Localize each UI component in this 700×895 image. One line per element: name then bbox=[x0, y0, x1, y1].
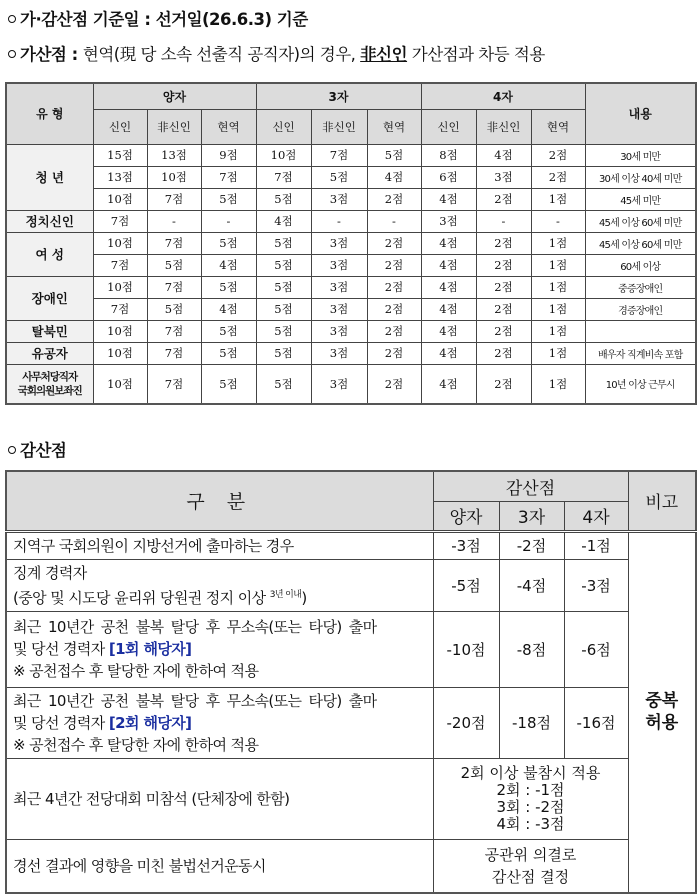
note-line: 허용 bbox=[645, 713, 679, 734]
heading-label: 감산점 bbox=[20, 441, 67, 460]
value-cell: -8점 bbox=[499, 611, 564, 687]
value-cell: -20점 bbox=[433, 687, 499, 758]
heading-text-after: 가산점과 차등 적용 bbox=[407, 45, 545, 64]
table-row bbox=[6, 320, 696, 342]
table-row bbox=[6, 210, 696, 232]
value-cell: 2점 bbox=[476, 276, 531, 298]
desc-cell: 45세 미만 bbox=[585, 188, 696, 210]
tag-label: [2회 해당자] bbox=[108, 713, 192, 732]
value-cell: 8점 bbox=[421, 144, 476, 166]
subcol-header: 양자 bbox=[433, 501, 499, 531]
table-row bbox=[6, 559, 696, 611]
base-date-heading bbox=[8, 6, 308, 30]
value-cell: 2점 bbox=[367, 276, 421, 298]
type-header: 유 형 bbox=[6, 83, 93, 144]
value-cell: -16점 bbox=[564, 687, 628, 758]
value-cell: 10점 bbox=[93, 364, 147, 404]
value-cell: 2점 bbox=[367, 320, 421, 342]
value-cell: 2점 bbox=[476, 364, 531, 404]
value-cell: 5점 bbox=[256, 298, 311, 320]
category-cell: 지역구 국회의원이 지방선거에 출마하는 경우 bbox=[6, 531, 433, 559]
value-cell: 5점 bbox=[201, 364, 256, 404]
subcol-header: 4자 bbox=[564, 501, 628, 531]
value-cell: 2점 bbox=[476, 254, 531, 276]
value-cell: 3점 bbox=[311, 232, 367, 254]
value-cell: 7점 bbox=[147, 364, 201, 404]
type-cell: 청 년 bbox=[6, 144, 93, 210]
heading-value: 선거일(26.6.3) 기준 bbox=[155, 10, 308, 29]
value-cell: 10점 bbox=[93, 188, 147, 210]
value-cell: 13점 bbox=[147, 144, 201, 166]
merged-line: 2회 이상 불참시 적용 bbox=[460, 763, 601, 782]
category-note: ※ 공천접수 후 탈당한 자에 한하여 적용 bbox=[13, 662, 259, 680]
bonus-points-table bbox=[5, 82, 697, 405]
value-cell: 2점 bbox=[367, 342, 421, 364]
superscript-note: 3년 이내 bbox=[269, 589, 302, 600]
value-cell: -4점 bbox=[499, 559, 564, 611]
heading-emphasis: 非신인 bbox=[360, 45, 408, 64]
penalty-heading bbox=[8, 437, 66, 461]
value-cell: 4점 bbox=[421, 364, 476, 404]
value-cell: 4점 bbox=[421, 188, 476, 210]
value-cell: 4점 bbox=[476, 144, 531, 166]
category-line bbox=[13, 712, 427, 734]
value-cell: 5점 bbox=[201, 276, 256, 298]
value-cell: 7점 bbox=[147, 320, 201, 342]
table-row bbox=[6, 342, 696, 364]
category-text: 및 당선 경력자 bbox=[13, 640, 109, 658]
value-cell: -1점 bbox=[564, 531, 628, 559]
penalty-points-table bbox=[5, 470, 697, 894]
value-cell: 10점 bbox=[256, 144, 311, 166]
desc-cell: 중증장애인 bbox=[585, 276, 696, 298]
desc-cell: 30세 미만 bbox=[585, 144, 696, 166]
value-cell: -3점 bbox=[433, 531, 499, 559]
value-cell: - bbox=[201, 210, 256, 232]
category-cell: 경선 결과에 영향을 미친 불법선거운동시 bbox=[6, 839, 433, 893]
value-cell: 5점 bbox=[201, 188, 256, 210]
desc-cell: 10년 이상 근무시 bbox=[585, 364, 696, 404]
bonus-heading bbox=[8, 41, 545, 65]
bullet-icon bbox=[8, 15, 16, 23]
category-text: 및 당선 경력자 bbox=[13, 713, 109, 732]
value-cell: 13점 bbox=[93, 166, 147, 188]
value-cell: 1점 bbox=[531, 342, 585, 364]
value-cell: 6점 bbox=[421, 166, 476, 188]
category-header: 구 분 bbox=[6, 471, 433, 531]
category-cell: 최근 4년간 전당대회 미참석 (단체장에 한함) bbox=[6, 758, 433, 839]
value-cell: 3점 bbox=[311, 298, 367, 320]
value-cell: 15점 bbox=[93, 144, 147, 166]
value-cell: -3점 bbox=[564, 559, 628, 611]
value-cell: -10점 bbox=[433, 611, 499, 687]
heading-label: 가산점 bbox=[20, 45, 67, 64]
table-row bbox=[6, 166, 696, 188]
value-cell: 5점 bbox=[147, 254, 201, 276]
value-cell: 2점 bbox=[367, 298, 421, 320]
value-cell: 4점 bbox=[421, 276, 476, 298]
value-cell: 3점 bbox=[311, 254, 367, 276]
type-cell bbox=[6, 364, 93, 404]
value-cell: - bbox=[476, 210, 531, 232]
table-row bbox=[6, 611, 696, 687]
value-cell: 7점 bbox=[147, 232, 201, 254]
type-cell: 정치신인 bbox=[6, 210, 93, 232]
value-cell: 4점 bbox=[201, 298, 256, 320]
value-cell: 5점 bbox=[147, 298, 201, 320]
value-cell: 1점 bbox=[531, 298, 585, 320]
value-cell: -6점 bbox=[564, 611, 628, 687]
desc-cell: 45세 이상 60세 미만 bbox=[585, 232, 696, 254]
subcol-header: 3자 bbox=[499, 501, 564, 531]
value-cell: 5점 bbox=[201, 342, 256, 364]
value-cell: 5점 bbox=[367, 144, 421, 166]
value-cell: - bbox=[147, 210, 201, 232]
category-line: 최근 10년간 공천 불복 탈당 후 무소속(또는 타당) 출마 bbox=[13, 691, 377, 710]
group-header: 3자 bbox=[256, 83, 421, 109]
table-row bbox=[6, 144, 696, 166]
merged-value-cell bbox=[433, 839, 628, 893]
value-cell: 2점 bbox=[531, 166, 585, 188]
value-cell: 3점 bbox=[311, 342, 367, 364]
subcol-header: 현역 bbox=[367, 109, 421, 144]
note-header: 비고 bbox=[628, 471, 696, 531]
value-cell: 4점 bbox=[201, 254, 256, 276]
value-cell: 4점 bbox=[421, 342, 476, 364]
table-row bbox=[6, 687, 696, 758]
value-cell: 4점 bbox=[367, 166, 421, 188]
value-cell: 5점 bbox=[256, 342, 311, 364]
subcol-header: 신인 bbox=[93, 109, 147, 144]
group-header: 4자 bbox=[421, 83, 585, 109]
table-row bbox=[6, 364, 696, 404]
value-cell: 2점 bbox=[531, 144, 585, 166]
value-cell: 4점 bbox=[421, 320, 476, 342]
category-line bbox=[13, 584, 427, 609]
value-cell: 7점 bbox=[93, 254, 147, 276]
value-cell: 5점 bbox=[201, 320, 256, 342]
subcol-header: 신인 bbox=[421, 109, 476, 144]
table-row bbox=[6, 276, 696, 298]
value-cell: 2점 bbox=[476, 298, 531, 320]
category-line: 징계 경력자 bbox=[13, 563, 87, 582]
heading-text-before: 현역(現 당 소속 선출직 공직자)의 경우, bbox=[82, 45, 361, 64]
value-cell: 1점 bbox=[531, 276, 585, 298]
tag-label: [1회 해당자] bbox=[108, 640, 192, 658]
category-line: 최근 10년간 공천 불복 탈당 후 무소속(또는 타당) 출마 bbox=[13, 618, 377, 636]
desc-header: 내용 bbox=[585, 83, 696, 144]
merged-line: 3회 : -2점 bbox=[496, 797, 565, 816]
subcol-header: 현역 bbox=[201, 109, 256, 144]
value-cell: 5점 bbox=[256, 254, 311, 276]
value-cell: -18점 bbox=[499, 687, 564, 758]
value-cell: 2점 bbox=[367, 364, 421, 404]
value-cell: 1점 bbox=[531, 254, 585, 276]
subcol-header: 非신인 bbox=[147, 109, 201, 144]
note-cell bbox=[628, 531, 696, 893]
value-cell: 5점 bbox=[256, 320, 311, 342]
table-row bbox=[6, 232, 696, 254]
value-cell: 1점 bbox=[531, 232, 585, 254]
value-cell: 7점 bbox=[93, 298, 147, 320]
category-note: ※ 공천접수 후 탈당한 자에 한하여 적용 bbox=[13, 735, 259, 754]
merged-line: 공관위 의결로 bbox=[484, 845, 577, 864]
value-cell: 2점 bbox=[476, 342, 531, 364]
value-cell: 10점 bbox=[93, 276, 147, 298]
desc-cell: 경증장애인 bbox=[585, 298, 696, 320]
value-cell: - bbox=[367, 210, 421, 232]
type-line: 국회의원보좌진 bbox=[17, 384, 82, 397]
penalty-group-header: 감산점 bbox=[433, 471, 628, 501]
merged-value-cell bbox=[433, 758, 628, 839]
subcol-header: 非신인 bbox=[311, 109, 367, 144]
type-line: 사무처당직자 bbox=[22, 370, 78, 383]
type-cell: 유공자 bbox=[6, 342, 93, 364]
table-row bbox=[6, 758, 696, 839]
value-cell: 7점 bbox=[93, 210, 147, 232]
value-cell: 3점 bbox=[476, 166, 531, 188]
value-cell: 5점 bbox=[256, 364, 311, 404]
value-cell: 3점 bbox=[421, 210, 476, 232]
value-cell: 3점 bbox=[311, 364, 367, 404]
merged-line: 감산점 결정 bbox=[491, 867, 570, 886]
category-text: ) bbox=[301, 588, 307, 607]
value-cell: 9점 bbox=[201, 144, 256, 166]
subcol-header: 非신인 bbox=[476, 109, 531, 144]
table-row bbox=[6, 839, 696, 893]
category-cell bbox=[6, 559, 433, 611]
desc-cell: 배우자 직계비속 포함 bbox=[585, 342, 696, 364]
value-cell: 3점 bbox=[311, 320, 367, 342]
value-cell: 2점 bbox=[367, 188, 421, 210]
type-cell: 장애인 bbox=[6, 276, 93, 320]
value-cell: 7점 bbox=[147, 188, 201, 210]
table-row bbox=[6, 254, 696, 276]
desc-cell: 30세 이상 40세 미만 bbox=[585, 166, 696, 188]
heading-text bbox=[83, 45, 545, 64]
note-line: 중복 bbox=[645, 691, 679, 712]
value-cell: 3점 bbox=[311, 276, 367, 298]
value-cell: 5점 bbox=[201, 232, 256, 254]
value-cell: 2점 bbox=[476, 232, 531, 254]
value-cell: 7점 bbox=[147, 276, 201, 298]
value-cell: 4점 bbox=[256, 210, 311, 232]
heading-label: 가·감산점 기준일 bbox=[20, 10, 140, 29]
value-cell: 7점 bbox=[147, 342, 201, 364]
merged-line: 4회 : -3점 bbox=[496, 814, 565, 833]
value-cell: - bbox=[311, 210, 367, 232]
value-cell: 5점 bbox=[256, 276, 311, 298]
merged-line: 2회 : -1점 bbox=[496, 780, 565, 799]
table-row bbox=[6, 531, 696, 559]
value-cell: 1점 bbox=[531, 364, 585, 404]
value-cell: 7점 bbox=[256, 166, 311, 188]
value-cell: -5점 bbox=[433, 559, 499, 611]
value-cell: 2점 bbox=[476, 188, 531, 210]
value-cell: 7점 bbox=[311, 144, 367, 166]
category-cell bbox=[6, 611, 433, 687]
value-cell: 5점 bbox=[256, 188, 311, 210]
value-cell: 10점 bbox=[93, 342, 147, 364]
heading-colon: : bbox=[66, 45, 83, 64]
category-text: (중앙 및 시도당 윤리위 당원권 정지 이상 bbox=[13, 588, 266, 607]
value-cell: 4점 bbox=[421, 254, 476, 276]
bullet-icon bbox=[8, 446, 16, 454]
value-cell: 2점 bbox=[367, 232, 421, 254]
value-cell: 5점 bbox=[311, 166, 367, 188]
value-cell: 7점 bbox=[201, 166, 256, 188]
category-cell bbox=[6, 687, 433, 758]
category-line bbox=[13, 638, 427, 660]
value-cell: 1점 bbox=[531, 188, 585, 210]
desc-cell bbox=[585, 320, 696, 342]
value-cell: 10점 bbox=[147, 166, 201, 188]
value-cell: 3점 bbox=[311, 188, 367, 210]
value-cell: 10점 bbox=[93, 232, 147, 254]
value-cell: -2점 bbox=[499, 531, 564, 559]
value-cell: 2점 bbox=[367, 254, 421, 276]
type-cell: 여 성 bbox=[6, 232, 93, 276]
table-row bbox=[6, 298, 696, 320]
subcol-header: 신인 bbox=[256, 109, 311, 144]
subcol-header: 현역 bbox=[531, 109, 585, 144]
value-cell: - bbox=[531, 210, 585, 232]
value-cell: 1점 bbox=[531, 320, 585, 342]
group-header: 양자 bbox=[93, 83, 256, 109]
value-cell: 10점 bbox=[93, 320, 147, 342]
value-cell: 5점 bbox=[256, 232, 311, 254]
table-row bbox=[6, 188, 696, 210]
desc-cell: 45세 이상 60세 미만 bbox=[585, 210, 696, 232]
bullet-icon bbox=[8, 50, 16, 58]
desc-cell: 60세 이상 bbox=[585, 254, 696, 276]
value-cell: 2점 bbox=[476, 320, 531, 342]
value-cell: 4점 bbox=[421, 232, 476, 254]
type-cell: 탈북민 bbox=[6, 320, 93, 342]
value-cell: 4점 bbox=[421, 298, 476, 320]
heading-colon: : bbox=[139, 10, 156, 29]
